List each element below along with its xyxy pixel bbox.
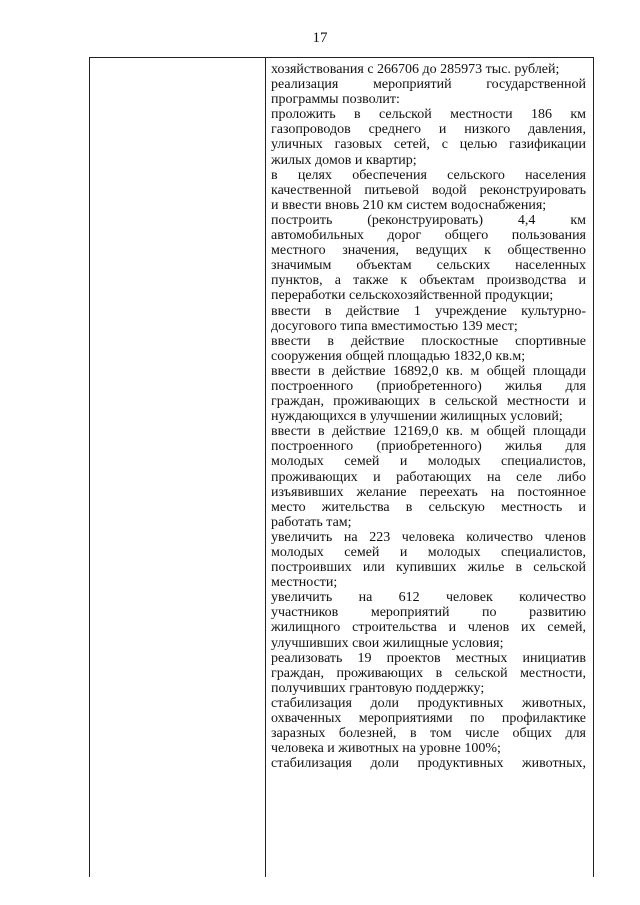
text-line: проживающих и работающих на селе либо bbox=[271, 469, 586, 485]
text-line: охваченных мероприятиями по профилактике bbox=[271, 711, 586, 727]
text-line: ввести в действие 1 учреждение культурно- bbox=[271, 303, 586, 319]
text-line: проложить в сельской местности 186 км bbox=[271, 107, 586, 123]
text-line: жилищного строительства и членов их семей, bbox=[271, 620, 586, 636]
text-line: построивших или купивших жилье в сельской bbox=[271, 560, 586, 576]
text-line: ввести в действие плоскостные спортивные bbox=[271, 333, 586, 349]
text-line: заразных болезней, в том числе общих для bbox=[271, 726, 586, 742]
text-line: ввести в действие 16892,0 кв. м общей площади bbox=[271, 363, 586, 379]
text-line: стабилизация доли продуктивных животных, bbox=[271, 756, 586, 772]
text-line: построить (реконструировать) 4,4 км bbox=[271, 212, 586, 228]
text-line: переработки сельскохозяйственной продукции; bbox=[271, 288, 554, 304]
text-line: реализовать 19 проектов местных инициатив bbox=[271, 650, 586, 666]
text-line: молодых семей и молодых специалистов, bbox=[271, 454, 586, 470]
text-line: молодых семей и молодых специалистов, bbox=[271, 545, 586, 560]
text-line: качественной питьевой водой реконструировать bbox=[271, 182, 586, 198]
text-line: сооружения общей площадью 1832,0 кв.м; bbox=[271, 348, 526, 364]
text-line: человека и животных на уровне 100%; bbox=[271, 741, 501, 757]
text-line: место жительства в сельскую местность и bbox=[271, 499, 586, 515]
text-line: хозяйствования с 266706 до 285973 тыс. рублей; bbox=[271, 62, 560, 77]
text-line: улучшивших свои жилищные условия; bbox=[271, 635, 504, 651]
text-line: стабилизация доли продуктивных животных, bbox=[271, 695, 586, 711]
text-line: ввести в действие 12169,0 кв. м общей площади bbox=[271, 424, 586, 440]
text-line: местности; bbox=[271, 575, 338, 591]
text-line: местного значения, ведущих к общественно bbox=[271, 243, 586, 259]
text-line: построенного (приобретенного) жилья для bbox=[271, 378, 586, 394]
text-line: автомобильных дорог общего пользования bbox=[271, 228, 586, 244]
text-line: жилых домов и квартир; bbox=[271, 152, 417, 168]
text-line: построенного (приобретенного) жилья для bbox=[271, 439, 586, 455]
text-line: граждан, проживающих в сельской местности, bbox=[271, 665, 586, 681]
text-line: газопроводов среднего и низкого давления, bbox=[271, 122, 586, 138]
text-line: получивших грантовую поддержку; bbox=[271, 680, 485, 696]
text-line: уличных газовых сетей, с целью газификации bbox=[271, 137, 586, 153]
text-line: граждан, проживающих в сельской местности и bbox=[271, 394, 586, 410]
text-line: значимым объектам сельских населенных bbox=[271, 258, 586, 274]
table-left-cell bbox=[90, 58, 265, 877]
text-line: в целях обеспечения сельского населения bbox=[271, 167, 586, 183]
text-line: работать там; bbox=[271, 514, 352, 530]
text-line: нуждающихся в улучшении жилищных условий; bbox=[271, 409, 563, 425]
text-line: реализация мероприятий государственной bbox=[271, 77, 586, 93]
table-right-cell bbox=[271, 62, 586, 771]
text-line: увеличить на 612 человек количество bbox=[271, 590, 586, 606]
text-line: досугового типа вместимостью 139 мест; bbox=[271, 318, 518, 334]
column-divider bbox=[265, 58, 266, 877]
text-line: программы позволит: bbox=[271, 92, 400, 108]
program-table bbox=[89, 57, 594, 877]
text-line: увеличить на 223 человека количество членов bbox=[271, 529, 586, 545]
page-number: 17 bbox=[312, 30, 328, 46]
text-line: и ввести вновь 210 км систем водоснабжения; bbox=[271, 197, 547, 213]
text-line: участников мероприятий по развитию bbox=[271, 605, 586, 621]
text-line: пунктов, а также к объектам производства и bbox=[271, 273, 586, 289]
text-line: изъявивших желание переехать на постоянное bbox=[271, 484, 586, 500]
